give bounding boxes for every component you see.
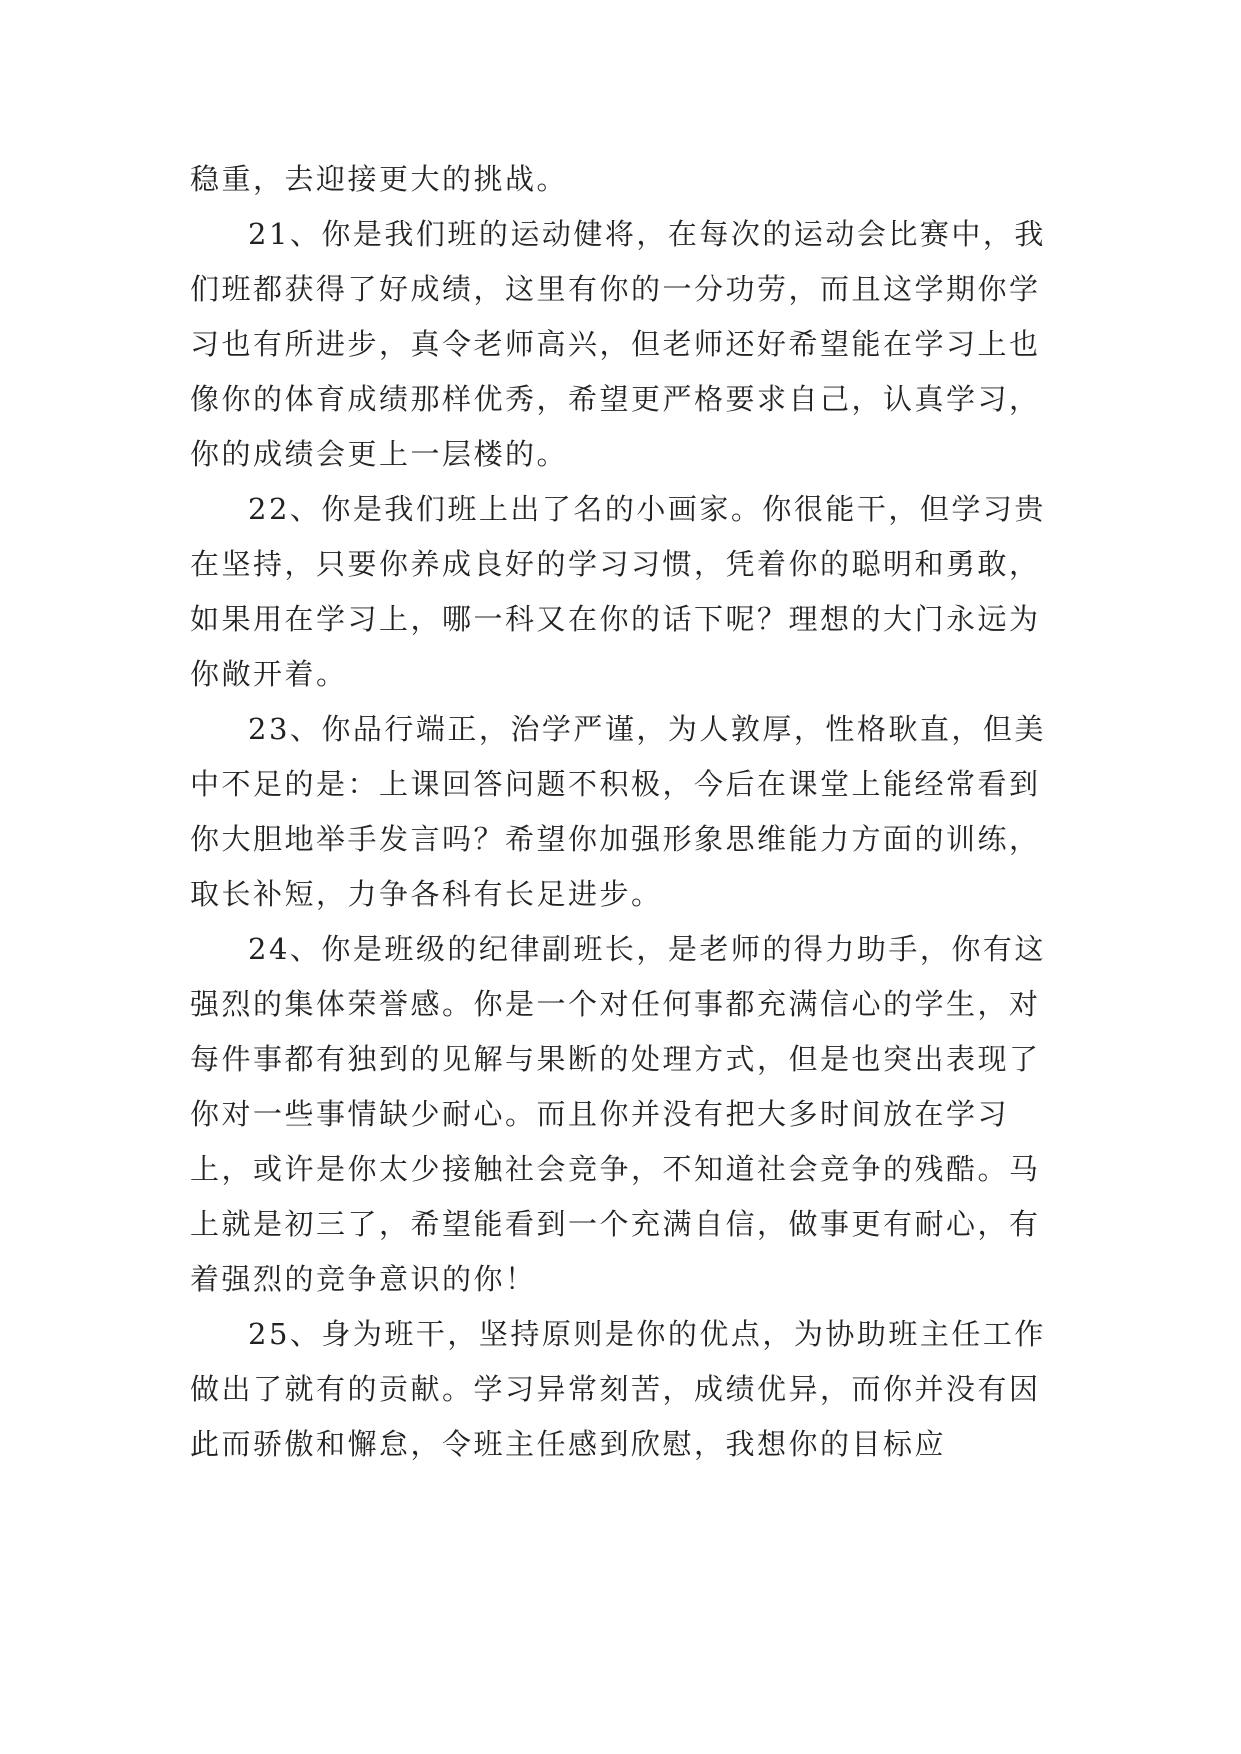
- paragraph-21: 21、你是我们班的运动健将，在每次的运动会比赛中，我们班都获得了好成绩，这里有你的一分功劳，而且这学期你学习也有所进步，真令老师高兴，但老师还好希望能在学习上也像你的体育成绩那样优秀，希望更严格要求自己，认真学习，你的成绩会更上一层楼的。: [190, 217, 1046, 471]
- paragraph-25: 25、身为班干，坚持原则是你的优点，为协助班主任工作做出了就有的贡献。学习异常刻苦，成绩优异，而你并没有因此而骄傲和懈怠，令班主任感到欣慰，我想你的目标应: [190, 1317, 1046, 1461]
- document-body: [190, 152, 1070, 1472]
- paragraph-24: 24、你是班级的纪律副班长，是老师的得力助手，你有这强烈的集体荣誉感。你是一个对任何事都充满信心的学生，对每件事都有独到的见解与果断的处理方式，但是也突出表现了你对一些事情缺少耐心。而且你并没有把大多时间放在学习上，或许是你太少接触社会竞争，不知道社会竞争的残酷。马上就是初三了，希望能看到一个充满自信，做事更有耐心，有着强烈的竞争意识的你！: [190, 932, 1046, 1296]
- paragraph-continuation: 稳重，去迎接更大的挑战。: [190, 162, 569, 196]
- paragraph-23: 23、你品行端正，治学严谨，为人敦厚，性格耿直，但美中不足的是：上课回答问题不积极，今后在课堂上能经常看到你大胆地举手发言吗？希望你加强形象思维能力方面的训练，取长补短，力争各科有长足进步。: [190, 712, 1046, 911]
- paragraph-22: 22、你是我们班上出了名的小画家。你很能干，但学习贵在坚持，只要你养成良好的学习习惯，凭着你的聪明和勇敢，如果用在学习上，哪一科又在你的话下呢？理想的大门永远为你敞开着。: [190, 492, 1046, 691]
